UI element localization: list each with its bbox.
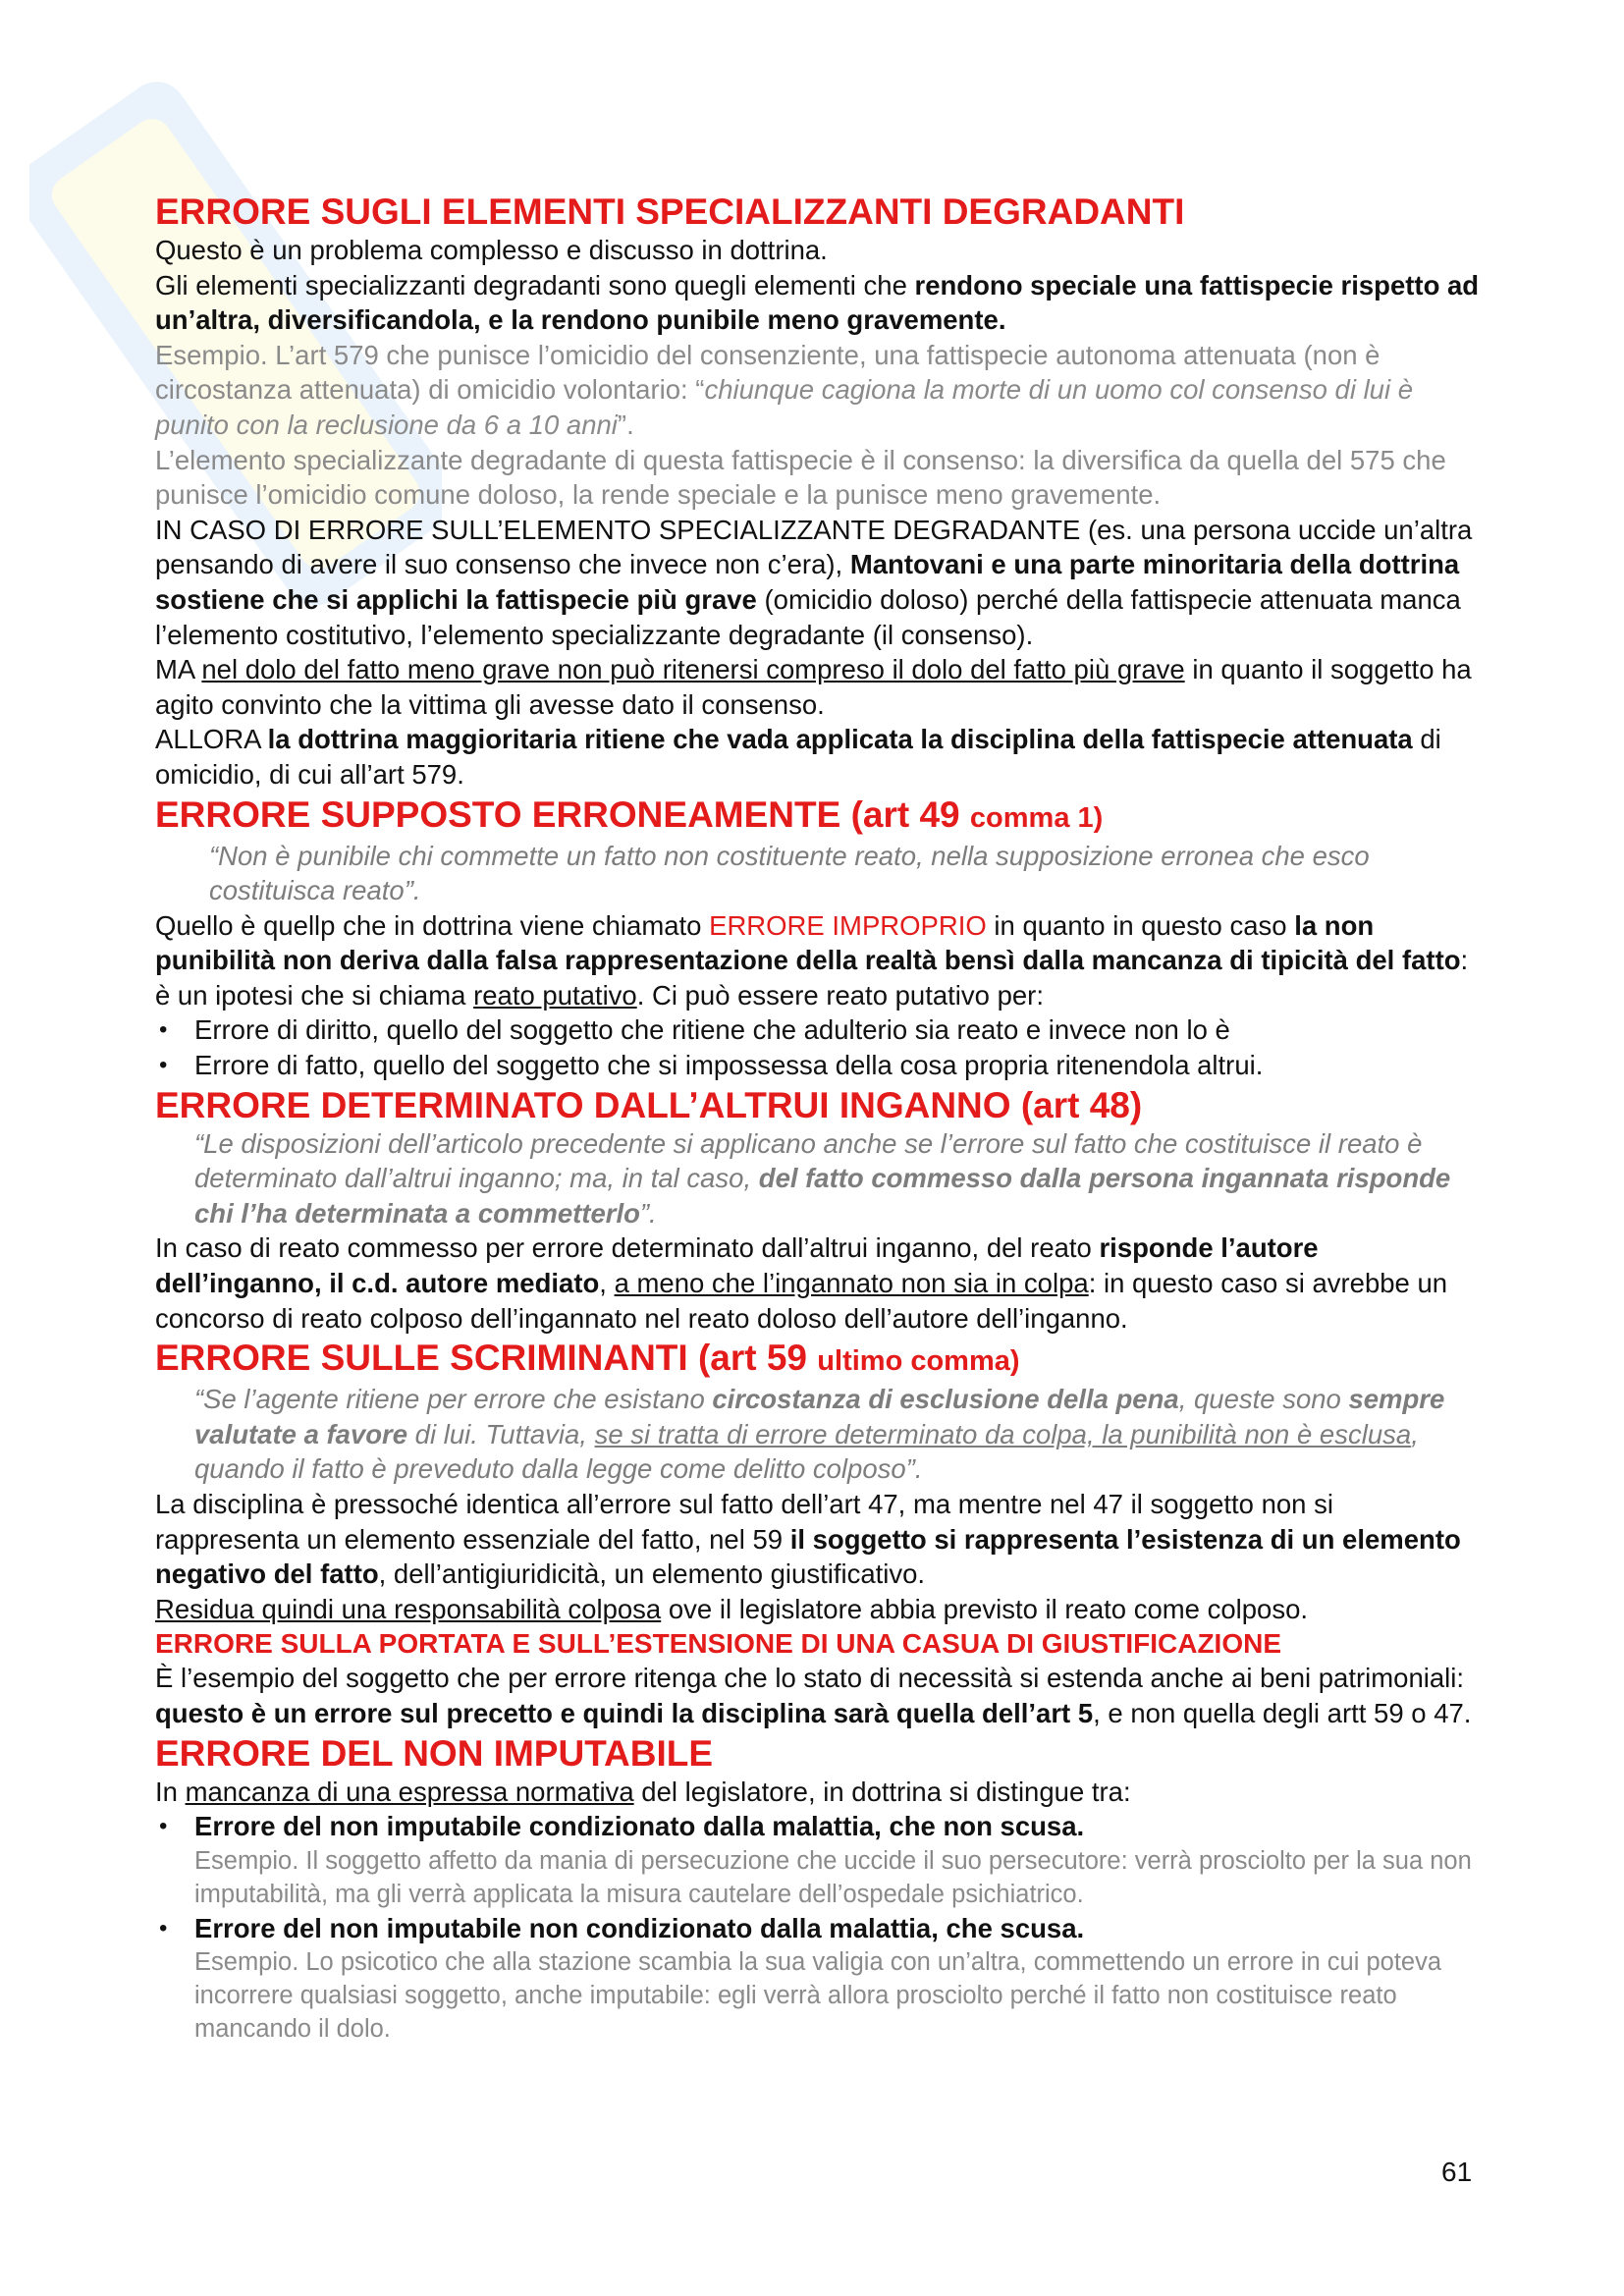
example-paragraph bbox=[155, 338, 1481, 443]
title-text: ERRORE SULLE SCRIMINANTI (art 59 bbox=[155, 1338, 818, 1379]
text: , dell’antigiuridicità, un elemento giustificativo. bbox=[378, 1558, 926, 1590]
bold-text: Mantovani e una parte minoritaria della dottrina sostiene che si applichi la fattispecie più grave bbox=[155, 549, 1460, 615]
text: Questo è un problema complesso e discusso in dottrina. bbox=[155, 235, 828, 265]
text: MA bbox=[155, 654, 202, 685]
underlined-text: a meno che l’ingannato non sia in colpa bbox=[614, 1268, 1089, 1299]
text: , queste sono bbox=[1178, 1384, 1349, 1415]
text: In bbox=[155, 1776, 186, 1807]
text: : in questo caso si avrebbe un concorso di reato colposo dell’ingannato nel reato doloso dell’autore dell’inganno. bbox=[155, 1268, 1448, 1334]
highlight-text: ERRORE IMPROPRIO bbox=[709, 909, 987, 941]
example-paragraph: Esempio. Lo psicotico che alla stazione scambia la sua valigia con un’altra, commettendo un errore in cui poteva incorrere qualsiasi soggetto, anche imputabile: egli verrà allora prosciolto perché il fatto non costituisce reato mancando il dolo. bbox=[194, 1948, 1442, 2044]
subsection-title: ERRORE SULLA PORTATA E SULL’ESTENSIONE DI UNA CASUA DI GIUSTIFICAZIONE bbox=[155, 1628, 1282, 1660]
text: ALLORA bbox=[155, 724, 268, 755]
text: : è un ipotesi che si chiama bbox=[155, 945, 1469, 1011]
paragraph bbox=[155, 1661, 1481, 1730]
title-text: comma 1) bbox=[969, 801, 1104, 834]
list-item bbox=[194, 1911, 1481, 1946]
text: di lui. Tuttavia, bbox=[407, 1418, 595, 1449]
text: di omicidio, di cui all’art 579. bbox=[155, 724, 1441, 790]
bullet-list bbox=[155, 1911, 1481, 1946]
text: . bbox=[998, 304, 1006, 336]
bold-text: sempre valutate a favore bbox=[194, 1384, 1445, 1449]
paragraph bbox=[155, 722, 1481, 792]
page-number: 61 bbox=[1441, 2157, 1473, 2187]
paragraph bbox=[155, 908, 1481, 1013]
text: , bbox=[599, 1268, 615, 1299]
text: Quello è quellp che in dottrina viene chiamato bbox=[155, 909, 710, 941]
bullet-list bbox=[155, 1012, 1481, 1082]
bold-text: rendono speciale una fattispecie rispetto ad un’altra, diversificandola, e la rendono punibile meno gravemente bbox=[155, 269, 1480, 336]
bullet-list bbox=[155, 1809, 1481, 1844]
bold-text: del fatto commesso dalla persona ingannata risponde chi l’ha determinata a commetterlo bbox=[194, 1163, 1451, 1229]
text: del legislatore, in dottrina si distingue tra: bbox=[633, 1776, 1131, 1807]
underlined-text: reato putativo bbox=[473, 979, 637, 1011]
text: in quanto in questo caso bbox=[986, 909, 1295, 941]
text: IN CASO DI ERRORE SULL’ELEMENTO SPECIALIZZANTE DEGRADANTE (es. una persona uccide un’altra pensando di avere il suo consenso che invece non c’era), bbox=[155, 514, 1473, 580]
text: “Le disposizioni dell’articolo precedente si applicano anche se l’errore sul fatto che costituisce il reato è determinato dall’altrui inganno; ma, in tal caso, bbox=[194, 1127, 1423, 1194]
section-title: ERRORE SUGLI ELEMENTI SPECIALIZZANTI DEGRADANTI bbox=[155, 191, 1185, 232]
section-title: ERRORE DEL NON IMPUTABILE bbox=[155, 1732, 714, 1774]
paragraph bbox=[155, 1592, 1481, 1627]
paragraph bbox=[155, 1230, 1481, 1336]
list-item: • Errore di diritto, quello del soggetto che ritiene che adulterio sia reato e invece non lo è bbox=[194, 1012, 1481, 1048]
paragraph bbox=[155, 268, 1481, 338]
law-quote bbox=[155, 1382, 1481, 1487]
underlined-text: nel dolo del fatto meno grave non può ritenersi compreso il dolo del fatto più grave bbox=[201, 654, 1185, 685]
text: L’art 579 che punisce l’omicidio del consenziente, una fattispecie autonoma attenuata (non è circostanza attenuata) di omicidio volontario: “ bbox=[155, 339, 1380, 406]
example-label: Esempio. bbox=[155, 339, 268, 370]
bold-text: circostanza di esclusione della pena bbox=[712, 1384, 1179, 1415]
text: È l’esempio del soggetto che per errore ritenga che lo stato di necessità si estenda anche ai beni patrimoniali: bbox=[155, 1663, 1464, 1694]
bold-text: la non punibilità non deriva dalla falsa rappresentazione della realtà bensì dalla mancanza di tipicità del fatto bbox=[155, 909, 1461, 976]
paragraph bbox=[155, 1487, 1481, 1592]
text: La disciplina è pressoché identica all’errore sul fatto dell’art 47, ma mentre nel 47 il soggetto non si rappresenta un elemento essenziale del fatto, nel 59 bbox=[155, 1489, 1333, 1555]
text: (omicidio doloso) perché della fattispecie attenuata manca l’elemento costitutivo, l’elemento specializzante degradante (il consenso). bbox=[155, 583, 1461, 650]
bold-text: Errore del non imputabile non condizionato dalla malattia, che scusa. bbox=[194, 1912, 1085, 1943]
paragraph: L’elemento specializzante degradante di questa fattispecie è il consenso: la diversifica da quella del 575 che punisce l’omicidio comune doloso, la rende speciale e la punisce meno gravemente. bbox=[155, 444, 1446, 511]
text: ”. bbox=[617, 409, 634, 440]
underlined-text: Residua quindi una responsabilità colposa bbox=[155, 1593, 662, 1624]
section-title bbox=[155, 1338, 1481, 1382]
text: “Se l’agente ritiene per errore che esistano bbox=[194, 1384, 713, 1415]
text: . Ci può essere reato putativo per: bbox=[636, 979, 1044, 1011]
section-title bbox=[155, 794, 1481, 839]
italic-quote: chiunque cagiona la morte di un uomo col consenso di lui è punito con la reclusione da 6 a 10 anni bbox=[155, 374, 1414, 440]
paragraph bbox=[155, 652, 1481, 722]
underlined-text: se si tratta di errore determinato da colpa, la punibilità non è esclusa bbox=[594, 1418, 1412, 1449]
list-item: • Errore di fatto, quello del soggetto che si impossessa della cosa propria ritenendola altrui. bbox=[194, 1048, 1481, 1083]
title-text: ERRORE SUPPOSTO ERRONEAMENTE (art 49 bbox=[155, 793, 970, 835]
title-text: ultimo comma) bbox=[817, 1345, 1020, 1378]
text: in quanto il soggetto ha agito convinto che la vittima gli avesse dato il consenso. bbox=[155, 654, 1472, 720]
bold-text: questo è un errore sul precetto e quindi la disciplina sarà quella dell’art 5 bbox=[155, 1697, 1094, 1728]
paragraph bbox=[155, 1775, 1481, 1810]
bold-text: il soggetto si rappresenta l’esistenza di un elemento negativo del fatto bbox=[155, 1523, 1461, 1590]
list-item bbox=[194, 1809, 1481, 1844]
text: , quando il fatto è preveduto dalla legge come delitto colposo”. bbox=[194, 1418, 1419, 1485]
example-paragraph: Esempio. Il soggetto affetto da mania di persecuzione che uccide il suo persecutore: verrà prosciolto per la sua non imputabilità, ma gli verrà applicata la misura cautelare dell’ospedale psichiatrico. bbox=[194, 1846, 1472, 1908]
text: ”. bbox=[639, 1197, 657, 1229]
text: Gli elementi specializzanti degradanti sono quegli elementi che bbox=[155, 269, 915, 301]
text: ove il legislatore abbia previsto il reato come colposo. bbox=[661, 1593, 1309, 1624]
text: , e non quella degli artt 59 o 47. bbox=[1093, 1697, 1472, 1728]
underlined-text: mancanza di una espressa normativa bbox=[185, 1776, 634, 1807]
page-content bbox=[155, 190, 1481, 2046]
section-title: ERRORE DETERMINATO DALL’ALTRUI INGANNO (art 48) bbox=[155, 1084, 1143, 1125]
law-quote: “Non è punibile chi commette un fatto non costituente reato, nella supposizione erronea che esco costituisca reato”. bbox=[209, 840, 1370, 906]
paragraph bbox=[155, 513, 1481, 652]
text: In caso di reato commesso per errore determinato dall’altrui inganno, del reato bbox=[155, 1232, 1100, 1264]
paragraph bbox=[155, 233, 1481, 268]
bold-text: risponde l’autore dell’inganno, il c.d. autore mediato bbox=[155, 1232, 1319, 1299]
law-quote bbox=[155, 1126, 1481, 1231]
bold-text: Errore del non imputabile condizionato dalla malattia, che non scusa. bbox=[194, 1811, 1085, 1842]
bold-text: la dottrina maggioritaria ritiene che vada applicata la disciplina della fattispecie attenuata bbox=[267, 724, 1413, 755]
